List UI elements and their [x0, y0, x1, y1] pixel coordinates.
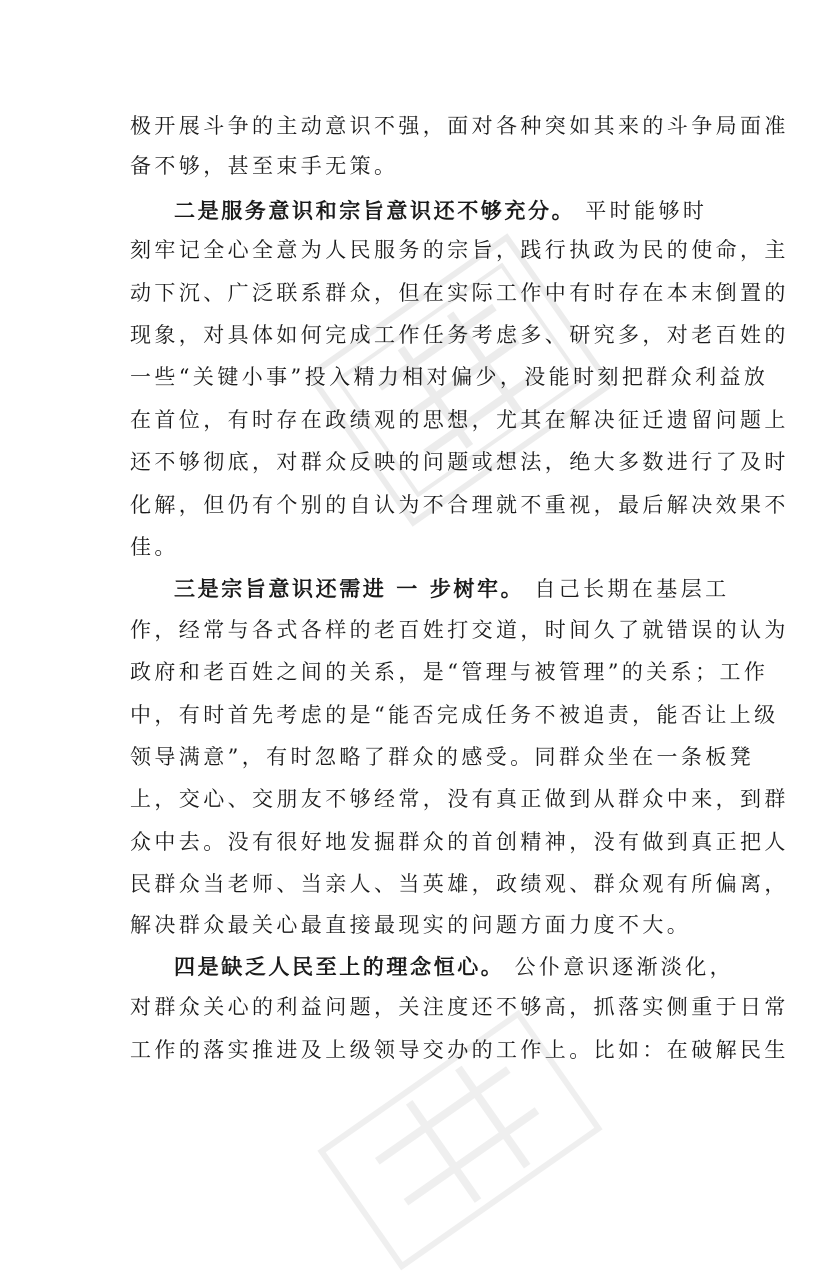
section-heading-3 — [174, 574, 730, 604]
heading-title: 四是缺乏人民至上的理念恒心。 — [174, 954, 505, 979]
paragraph-line: 解决群众最关心最直接最现实的问题方面力度不大。 — [130, 913, 692, 937]
paragraph-line: 上，交心、交朋友不够经常，没有真正做到从群众中来，到群 — [130, 787, 789, 811]
paragraph-line: 现象，对具体如何完成工作任务考虑多、研究多，对老百姓的 — [130, 323, 789, 347]
paragraph-line: 佳。 — [130, 535, 179, 559]
heading-follow-text: 自己长期在基层工 — [534, 577, 730, 601]
paragraph-line: 领导满意”，有时忽略了群众的感受。同群众坐在一条板凳 — [130, 745, 755, 769]
paragraph-line: 备不够，甚至束手无策。 — [130, 154, 399, 178]
paragraph-line: 极开展斗争的主动意识不强，面对各种突如其来的斗争局面准 — [130, 114, 789, 138]
section-heading-2 — [174, 196, 710, 226]
heading-title: 二是服务意识和宗旨意识还不够充分。 — [174, 198, 576, 223]
paragraph-line: 中，有时首先考虑的是“能否完成任务不被追责，能否让上级 — [130, 703, 779, 727]
paragraph-line: 在首位，有时存在政绩观的思想，尤其在解决征迁遗留问题上 — [130, 408, 789, 432]
paragraph-line: 动下沉、广泛联系群众，但在实际工作中有时存在本末倒置的 — [130, 281, 789, 305]
paragraph-line: 政府和老百姓之间的关系，是“管理与被管理”的关系；工作 — [130, 660, 769, 684]
heading-title: 三是宗旨意识还需进 一 步树牢。 — [174, 576, 525, 601]
paragraph-line: 民群众当老师、当亲人、当英雄，政绩观、群众观有所偏离， — [130, 872, 789, 896]
heading-follow-text: 公仆意识逐渐淡化， — [514, 955, 735, 979]
paragraph-line: 对群众关心的利益问题，关注度还不够高，抓落实侧重于日常 — [130, 995, 789, 1019]
section-heading-4 — [174, 952, 735, 982]
paragraph-line: 工作的落实推进及上级领导交办的工作上。比如：在破解民生 — [130, 1038, 789, 1062]
paragraph-line: 一些“关键小事”投入精力相对偏少，没能时刻把群众利益放 — [130, 365, 769, 389]
heading-follow-text: 平时能够时 — [585, 199, 708, 223]
paragraph-line: 作，经常与各式各样的老百姓打交道，时间久了就错误的认为 — [130, 618, 789, 642]
paragraph-line: 刻牢记全心全意为人民服务的宗旨，践行执政为民的使命，主 — [130, 238, 789, 262]
paragraph-line: 还不够彻底，对群众反映的问题或想法，绝大多数进行了及时 — [130, 450, 789, 474]
paragraph-line: 众中去。没有很好地发掘群众的首创精神，没有做到真正把人 — [130, 830, 789, 854]
paragraph-line: 化解，但仍有个别的自认为不合理就不重视，最后解决效果不 — [130, 493, 789, 517]
